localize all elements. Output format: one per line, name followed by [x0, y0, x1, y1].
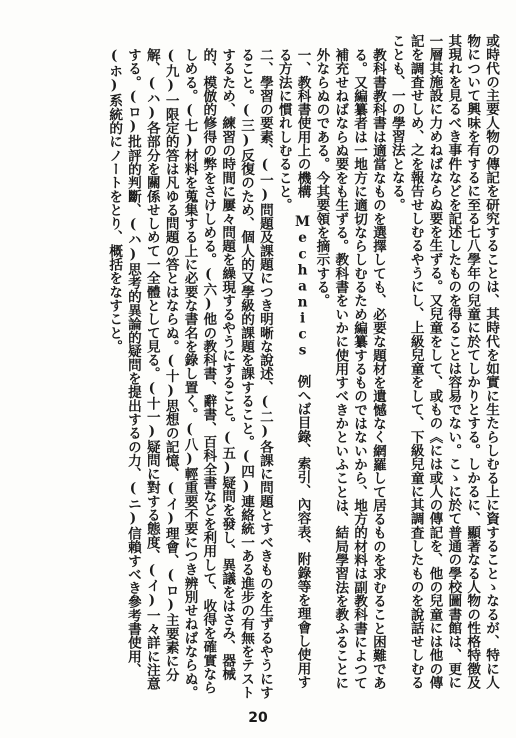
body-text	[14, 34, 500, 699]
page-number: 20	[248, 710, 268, 726]
paragraph-textbook	[312, 48, 387, 699]
paragraph-textbook-body: 教科書は適當なものを選擇しても、必要な題材を遺憾なく網羅して居るものを求むること困難である。又編纂者は一地方に適切ならしむるため編纂するものではないから、地方的材料は副教科書によつて補充せねばならぬ要をも生ずる。教科書をいかに使用すべきかといふことは、結局學習法を教ふることに外ならぬのである。今其要領を摘示する。	[313, 47, 386, 690]
list-item-learning-elements: 二、學習の要素、(一)問題及課題につき明晰な說述、(二)各課に問題とすべきものを生ずるやうにすること。(三)反復のため、個人的又學級的課題を課すること。(四)連絡統一ある進步の有無をテストするため、練習の時間に屢々問題を繰現するやうにすること。(五)疑問を發し、異議をはさみ、器械的、模倣的修得の弊をさけしめる。(六)他の教科書、辭書、百科全書などを利用して、收得を確實ならしめる。(七)材料を蒐集する上に必要な書名を錄し置く。(八)輕重要不要につき辨別せねばならぬ。(九)一限定的答は凡ゆる問題の答とはならぬ。(十)思想の記憶、(イ)理會、(ロ)主要素に分解、(ハ)各部分を關係せしめて一全體として見る。(十一)疑問に對する態度、(イ)一々詳に注意する。(ロ)批評的判斷、(ハ)思考的異論的疑問を提出するの力、(ニ)信賴すべき參考書使用、(ホ)系統的にノートをとり、概括をなすこと。	[106, 47, 273, 699]
section-heading-textbook: 教科書	[369, 47, 386, 89]
paragraph-biography: 或時代の主要人物の傳記を研究することは、其時代を如實に生たらしむる上に資することゝなるが、特に人物について興味を有するに至る七八學年の兒童に於てしかりとする。しかるに、顯著なる人物の性格特徴及其現れを見るべき事件などを記述したものを得ることは容易でない。こゝに於て普通の學校圖書館は、更に一層其施設に力めねばならぬ要を生ずる。又兒童をして、或もの《には或人の傳記を、他の兒童には他の傳記を調査せしめ、之を報告せしむるやうにし、上級兒童をして、下級兒童に其調査したものを說話せしむることも、一の學習法となる。	[388, 34, 499, 690]
list-item-mechanics: 一、教科書使用上の機構 Mechanics 例へば目錄、索引、內容表、附錄等を理會し使用する方法に慣れしむること。	[275, 47, 311, 689]
